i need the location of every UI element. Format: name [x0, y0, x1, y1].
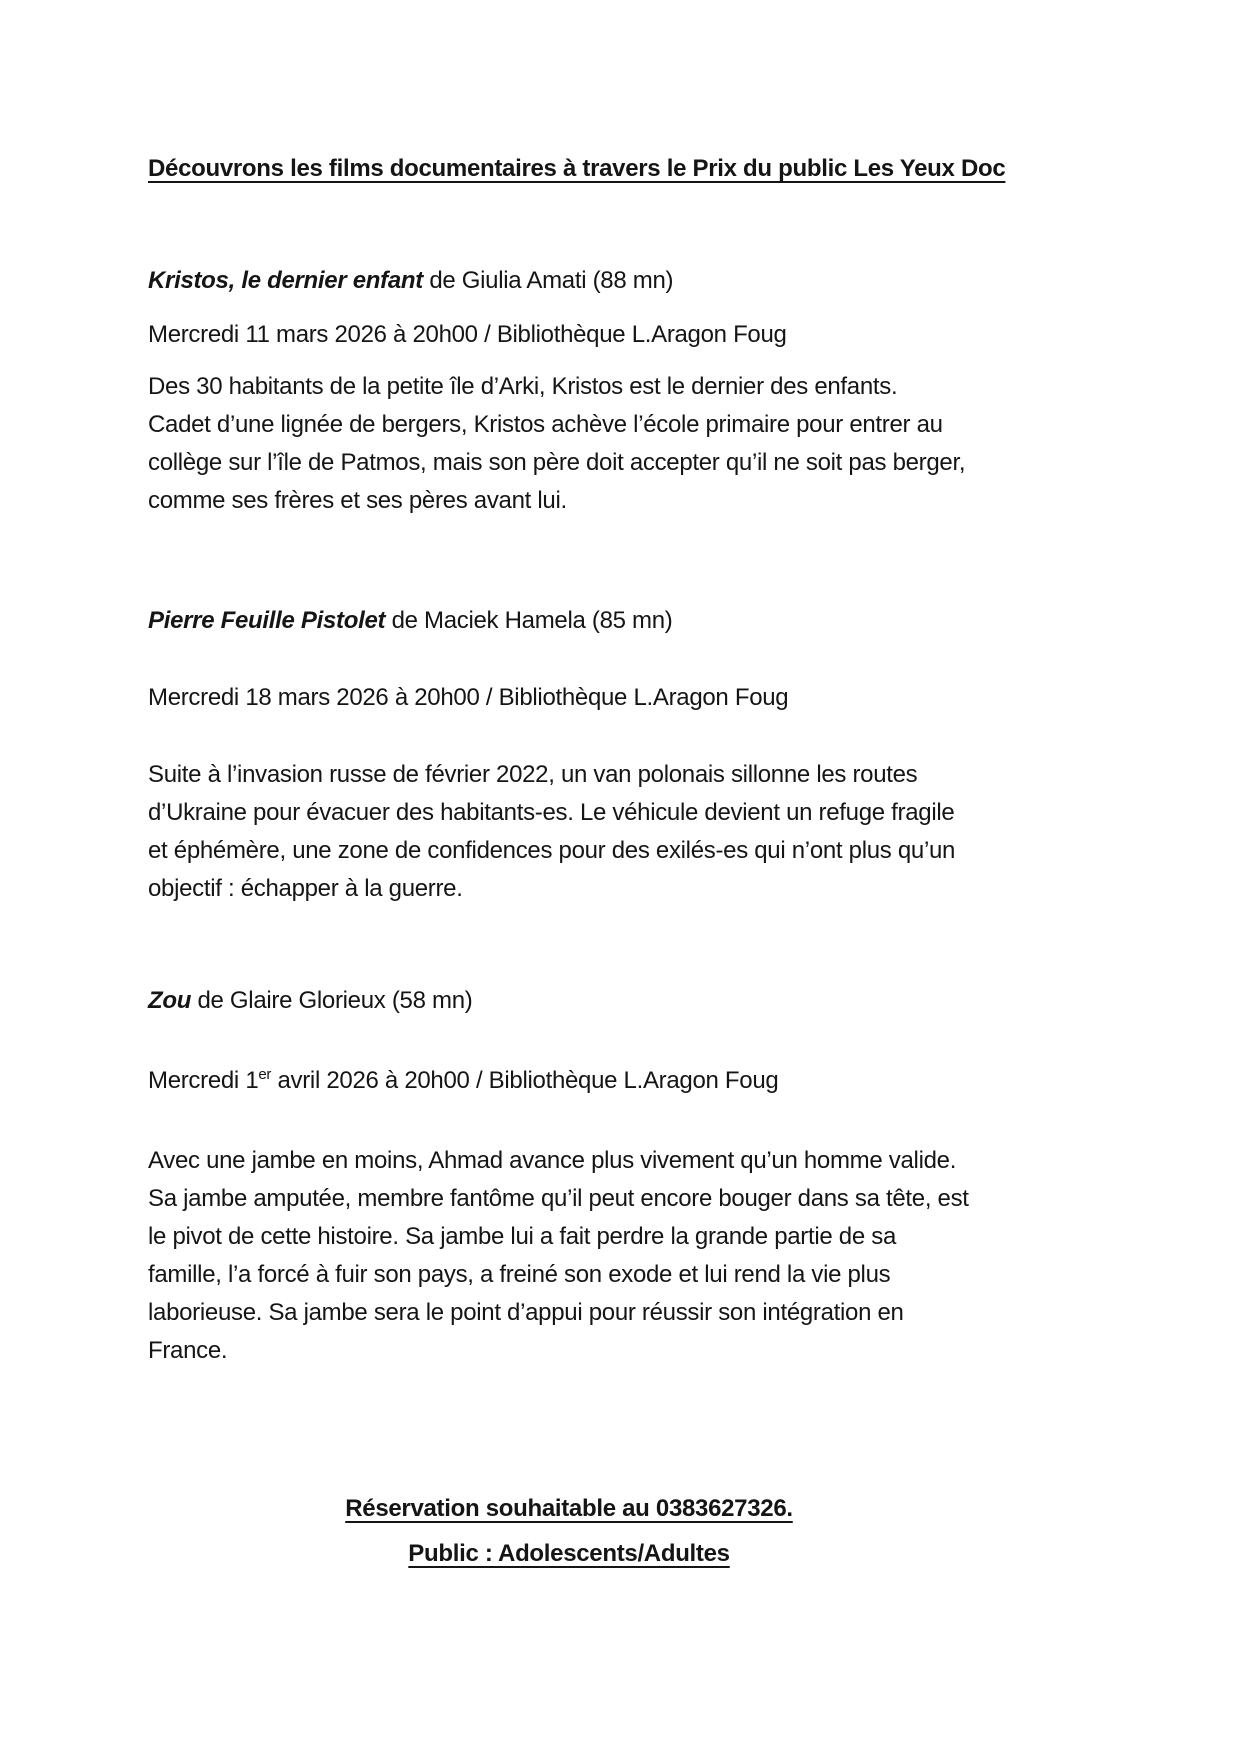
- film-title: Pierre Feuille Pistolet: [148, 607, 386, 634]
- synopsis-line: collège sur l’île de Patmos, mais son père doit accepter qu’il ne soit pas berger,: [148, 449, 966, 476]
- synopsis-line: Des 30 habitants de la petite île d’Arki, Kristos est le dernier des enfants.: [148, 373, 898, 400]
- schedule-superscript: er: [258, 1066, 272, 1083]
- synopsis-line: laborieuse. Sa jambe sera le point d’appui pour réussir son intégration en: [148, 1299, 904, 1326]
- schedule-text: Mercredi 18 mars 2026 à 20h00 / Bibliothèque L.Aragon Foug: [148, 684, 789, 711]
- synopsis-line: le pivot de cette histoire. Sa jambe lui a fait perdre la grande partie de sa: [148, 1223, 897, 1250]
- synopsis-line: famille, l’a forcé à fuir son pays, a freiné son exode et lui rend la vie plus: [148, 1261, 891, 1288]
- synopsis-line: France.: [148, 1337, 228, 1364]
- synopsis-line: Avec une jambe en moins, Ahmad avance plus vivement qu’un homme valide.: [148, 1147, 957, 1174]
- film-schedule: [148, 1062, 1181, 1100]
- synopsis-line: d’Ukraine pour évacuer des habitants-es. Le véhicule devient un refuge fragile: [148, 799, 955, 826]
- audience-line: Public : Adolescents/Adultes: [408, 1540, 730, 1567]
- synopsis-line: et éphémère, une zone de confidences pour des exilés-es qui n’ont plus qu’un: [148, 837, 956, 864]
- schedule-text: Mercredi 11 mars 2026 à 20h00 / Bibliothèque L.Aragon Foug: [148, 321, 787, 348]
- film-schedule: [148, 679, 1181, 717]
- document-content: [0, 150, 1241, 1576]
- document-title: Découvrons les films documentaires à travers le Prix du public Les Yeux Doc: [148, 155, 1006, 182]
- schedule-text: Mercredi 1: [148, 1067, 259, 1094]
- film-credits: de Maciek Hamela (85 mn): [385, 607, 673, 634]
- reservation-phone-line: Réservation souhaitable au 0383627326.: [345, 1495, 793, 1522]
- schedule-text-after: avril 2026 à 20h00 / Bibliothèque L.Aragon Foug: [271, 1067, 779, 1094]
- film-title: Zou: [148, 987, 192, 1014]
- synopsis-line: Cadet d’une lignée de bergers, Kristos achève l’école primaire pour entrer au: [148, 411, 943, 438]
- synopsis-line: Sa jambe amputée, membre fantôme qu’il peut encore bouger dans sa tête, est: [148, 1185, 969, 1212]
- film-heading-zou: [148, 982, 1181, 1020]
- film-heading-pierre-feuille-pistolet: [148, 602, 1181, 640]
- film-synopsis: [148, 756, 1181, 908]
- film-title: Kristos, le dernier enfant: [148, 267, 423, 294]
- synopsis-line: Suite à l’invasion russe de février 2022, un van polonais sillonne les routes: [148, 761, 918, 788]
- synopsis-line: objectif : échapper à la guerre.: [148, 875, 463, 902]
- film-credits: de Glaire Glorieux (58 mn): [191, 987, 473, 1014]
- film-synopsis: [148, 1142, 1181, 1370]
- synopsis-line: comme ses frères et ses pères avant lui.: [148, 487, 567, 514]
- film-heading-kristos: [148, 262, 1181, 300]
- film-credits: de Giulia Amati (88 mn): [422, 267, 674, 294]
- film-synopsis: [148, 368, 1181, 520]
- film-schedule: [148, 316, 1181, 354]
- reservation-note: [148, 1486, 990, 1576]
